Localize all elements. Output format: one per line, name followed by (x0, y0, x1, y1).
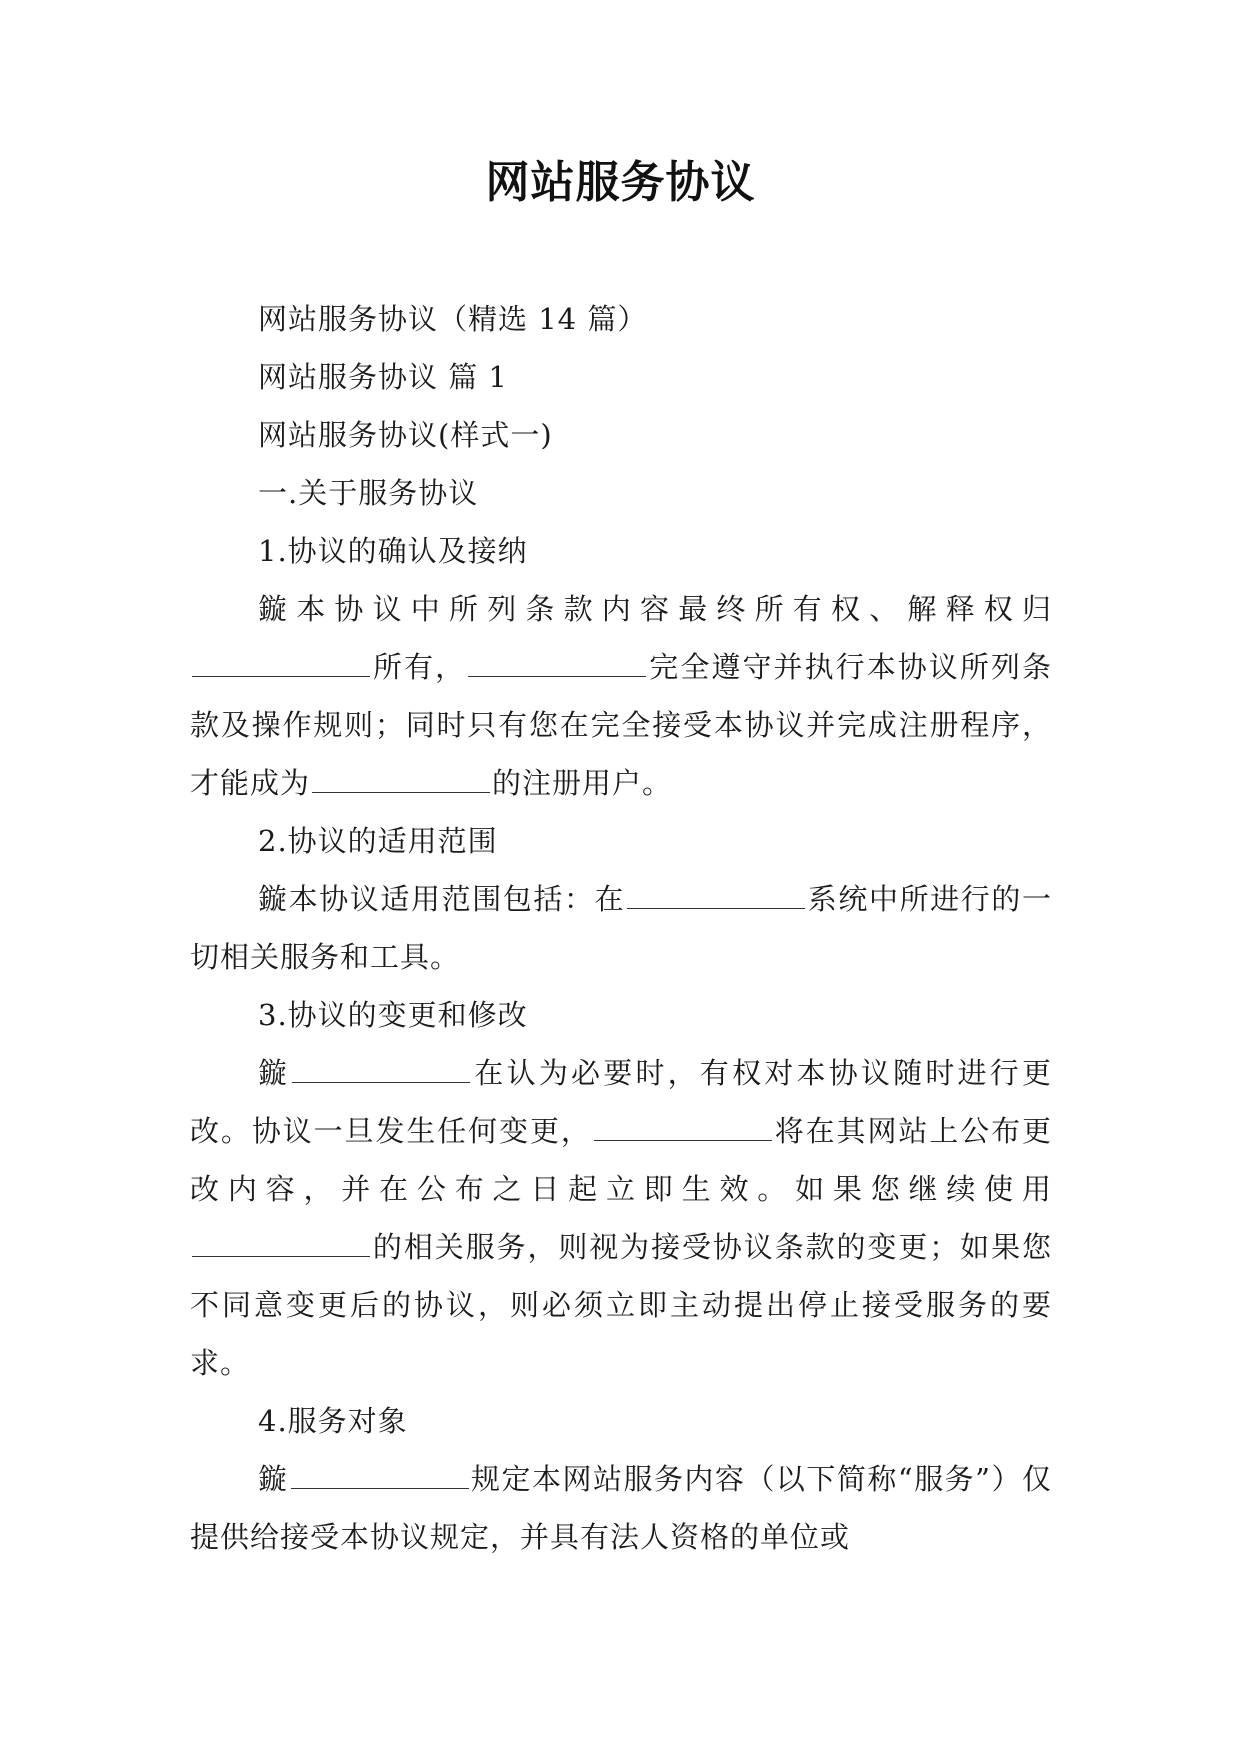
clause-3-text-b: 在认为必要时，有权对本协议随时进行更改。协议一旦发生任何变更， (190, 1056, 1052, 1148)
clause-1-paragraph (190, 580, 1052, 812)
part-heading: 网站服务协议 篇 1 (258, 360, 508, 394)
clause-3-text-c: 将在其网站上公布更改内容，并在公布之日起立即生效。如果您继续使用 (190, 1114, 1052, 1206)
clause-4-text-a: 鏇 (258, 1462, 289, 1496)
clause-3-text-a: 鏇 (258, 1056, 291, 1090)
clause-3-paragraph (190, 1044, 1052, 1392)
clause-4-heading: 4.服务对象 (258, 1404, 408, 1438)
fill-in-blank (468, 654, 646, 677)
fill-in-blank (312, 770, 490, 793)
document-title: 网站服务协议 (485, 157, 756, 208)
style-heading: 网站服务协议(样式一) (258, 418, 553, 452)
clause-3-heading: 3.协议的变更和修改 (258, 998, 528, 1032)
clause-1-heading: 1.协议的确认及接纳 (258, 534, 528, 568)
fill-in-blank (291, 1466, 469, 1489)
section-heading: 一.关于服务协议 (258, 476, 479, 510)
document-body (190, 290, 1052, 1566)
clause-2-text-b: 系统中所进行的一切相关服务和工具。 (190, 882, 1052, 974)
clause-2-text-a: 鏇本协议适用范围包括：在 (258, 882, 626, 916)
fill-in-blank (292, 1060, 470, 1083)
clause-2-heading: 2.协议的适用范围 (258, 824, 498, 858)
clause-1-text-d: 的注册用户。 (492, 766, 673, 800)
clause-4-text-b: 规定本网站服务内容（以下简称“服务”）仅提供给接受本协议规定，并具有法人资格的单位或 (190, 1462, 1052, 1554)
intro-line: 网站服务协议（精选 14 篇） (258, 302, 648, 336)
fill-in-blank (627, 886, 805, 909)
fill-in-blank (192, 654, 370, 677)
clause-2-paragraph (190, 870, 1052, 986)
clause-1-text-a: 鏇本协议中所列条款内容最终所有权、解释权归 (258, 592, 1052, 626)
clause-1-text-c: 完全遵守并执行本协议所列条款及操作规则；同时只有您在完全接受本协议并完成注册程序，才能成为 (190, 650, 1052, 800)
clause-4-paragraph (190, 1450, 1052, 1566)
fill-in-blank (594, 1118, 772, 1141)
fill-in-blank (192, 1234, 370, 1257)
clause-1-text-b: 所有， (372, 650, 467, 684)
clause-3-text-d: 的相关服务，则视为接受协议条款的变更；如果您不同意变更后的协议，则必须立即主动提出停止接受服务的要求。 (190, 1230, 1052, 1380)
